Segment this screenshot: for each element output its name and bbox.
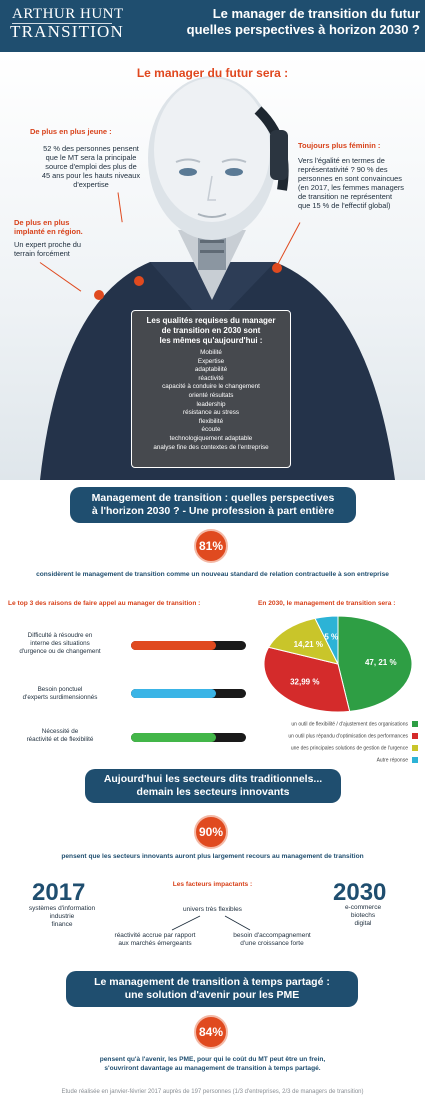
list-item: analyse fine des contextes de l'entreprise: [153, 443, 269, 451]
list-item: écoute: [201, 426, 221, 434]
legend-swatch: [412, 733, 418, 739]
legend-item: [258, 733, 418, 741]
legend-item: [258, 745, 418, 753]
pie-data-label: 14,21 %: [293, 639, 323, 649]
list-item: technologiquement adaptable: [169, 434, 253, 442]
stat-81-circle: 81%: [194, 529, 228, 563]
legend-swatch: [412, 721, 418, 727]
callout-younger-label: De plus en plus jeune :: [30, 127, 112, 136]
qualities-box: [131, 310, 291, 468]
text-line: biotechs: [350, 912, 376, 919]
text-line: réactivité accrue par rapport: [114, 932, 196, 939]
legend-label: une des principales solutions de gestion de l'urgence: [290, 745, 408, 752]
text-line: demain les secteurs innovants: [136, 786, 290, 798]
list-item: capacité à conduire le changement: [162, 383, 260, 391]
text-line: 52 % des personnes pensent: [43, 144, 139, 153]
text-line: source d'emploi des plus de: [45, 162, 137, 171]
text-line: d'une croissance forte: [240, 940, 304, 947]
text-line: Difficulté à résoudre en: [27, 632, 93, 639]
text-line: réactivité et de flexibilité: [26, 736, 94, 743]
reasons-title: Le top 3 des raisons de faire appel au manager de transition :: [8, 600, 201, 607]
stat-81-text: considèrent le management de transition comme un nouveau standard de relation contractuelle à son entreprise: [36, 571, 389, 578]
reason-2-bar: [131, 689, 216, 698]
text-line: pensent qu'à l'avenir, les PME, pour qui le coût du MT peut être un frein,: [99, 1056, 326, 1063]
legend-swatch: [412, 745, 418, 751]
qualities-list: [132, 349, 290, 452]
text-line: d'experts surdimensionnés: [22, 694, 98, 701]
list-item: résistance au stress: [183, 409, 239, 417]
text-line: finance: [51, 921, 73, 928]
list-item: réactivité: [198, 374, 224, 382]
list-item: Expertise: [197, 357, 225, 365]
text-line: que le MT sera la principale: [45, 153, 137, 162]
year-2017: 2017: [32, 879, 86, 906]
stat-84-circle: 84%: [194, 1015, 228, 1049]
callout-younger-text: [36, 144, 146, 189]
section2-banner: [85, 769, 341, 803]
text-line: terrain forcément: [14, 249, 70, 258]
section1-banner: [70, 487, 356, 523]
year-2030: 2030: [333, 879, 387, 906]
reason-3-track: [131, 733, 246, 742]
page-title: [140, 6, 420, 38]
factor-left: [100, 932, 210, 948]
brand-logo-line1: ARTHUR HUNT: [12, 6, 124, 22]
hero-title: Le manager du futur sera :: [136, 66, 289, 80]
year-2030-sectors: [318, 904, 408, 928]
text-line: 45 ans pour les hauts niveaux: [41, 171, 141, 180]
stat-84-text: [0, 1055, 425, 1073]
text-line: implanté en région.: [14, 227, 83, 236]
reason-1-track: [131, 641, 246, 650]
text-line: à l'horizon 2030 ? - Une profession à part entière: [91, 505, 335, 517]
text-line: systèmes d'information: [28, 905, 96, 912]
text-line: les mêmes qu'aujourd'hui :: [159, 336, 263, 345]
text-line: représentativité ? 90 % des: [298, 165, 388, 174]
text-line: aux marchés émergeants: [118, 940, 192, 947]
page-title-line2: quelles perspectives à horizon 2030 ?: [186, 22, 420, 37]
text-line: d'expertise: [73, 180, 109, 189]
reason-2-label: [8, 686, 112, 702]
text-line: e-commerce: [344, 904, 382, 911]
text-line: industrie: [49, 913, 75, 920]
section3-banner: [66, 971, 358, 1007]
text-line: Management de transition : quelles perspectives: [91, 492, 335, 504]
callout-feminine-text: [298, 156, 422, 210]
stat-90-circle: 90%: [194, 815, 228, 849]
text-line: Les qualités requises du manager: [146, 316, 276, 325]
legend-swatch: [412, 757, 418, 763]
text-line: Besoin ponctuel: [37, 686, 83, 693]
text-line: Nécessité de: [41, 728, 79, 735]
text-line: une solution d'avenir pour les PME: [124, 989, 300, 1001]
list-item: leadership: [196, 400, 226, 408]
list-item: flexibilité: [198, 417, 224, 425]
page-title-line1: Le manager de transition du futur: [212, 6, 420, 21]
brand-logo-line2: TRANSITION: [10, 22, 124, 41]
qualities-heading: [132, 311, 290, 349]
stat-90-text: pensent que les secteurs innovants auront plus largement recours au management de transition: [61, 853, 364, 860]
text-line: Un expert proche du: [14, 240, 81, 249]
pie-data-label: 47, 21 %: [364, 657, 397, 667]
list-item: Mobilité: [200, 349, 222, 356]
text-line: interne des situations: [30, 640, 90, 647]
text-line: (en 2017, les femmes managers: [298, 183, 404, 192]
legend-item: [258, 721, 418, 729]
callout-feminine-label: Toujours plus féminin :: [298, 141, 381, 150]
reason-3-bar: [131, 733, 216, 742]
callout-dot: [134, 276, 144, 286]
reason-1-bar: [131, 641, 216, 650]
factor-center: univers très flexibles: [183, 906, 242, 913]
text-line: de transition ne représentent: [298, 192, 393, 201]
pie-chart: [258, 610, 420, 715]
legend-item: [258, 757, 418, 765]
text-line: besoin d'accompagnement: [233, 932, 311, 939]
list-item: adaptabilité: [194, 366, 228, 374]
text-line: personnes en sont convaincues: [298, 174, 402, 183]
legend-label: Autre réponse: [376, 757, 408, 764]
footer-note: Etude réalisée en janvier-février 2017 auprès de 197 personnes (1/3 d'entreprises, 2/3 de managers de transition): [61, 1089, 364, 1095]
legend-label: un outil de flexibilité / d'ajustement des organisations: [291, 721, 408, 728]
callout-region-text: [14, 240, 81, 258]
list-item: orienté résultats: [188, 391, 234, 399]
text-line: Vers l'égalité en termes de: [298, 156, 385, 165]
text-line: Le management de transition à temps partagé :: [94, 976, 330, 988]
reason-2-track: [131, 689, 246, 698]
text-line: que 15 % de l'effectif global): [298, 201, 391, 210]
text-line: digital: [354, 920, 372, 927]
text-line: de transition en 2030 sont: [161, 326, 261, 335]
factor-arrows: [140, 912, 285, 934]
callout-region-label: [14, 218, 83, 236]
text-line: d'urgence ou de changement: [19, 648, 101, 655]
text-line: s'ouvriront davantage au management de transition à temps partagé.: [104, 1065, 321, 1072]
legend-label: un outil plus répandu d'optimisation des performances: [288, 733, 408, 740]
reason-3-label: [8, 728, 112, 744]
pie-data-label: 5 %: [324, 632, 339, 642]
reason-1-label: [8, 632, 112, 656]
callout-dot: [272, 263, 282, 273]
pie-data-label: 32,99 %: [290, 677, 320, 687]
callout-dot: [94, 290, 104, 300]
factor-right: [222, 932, 322, 948]
text-line: Aujourd'hui les secteurs dits traditionnels...: [103, 773, 323, 785]
pie-title: En 2030, le management de transition sera :: [258, 600, 396, 607]
text-line: De plus en plus: [14, 218, 70, 227]
factors-title: Les facteurs impactants :: [172, 881, 253, 888]
